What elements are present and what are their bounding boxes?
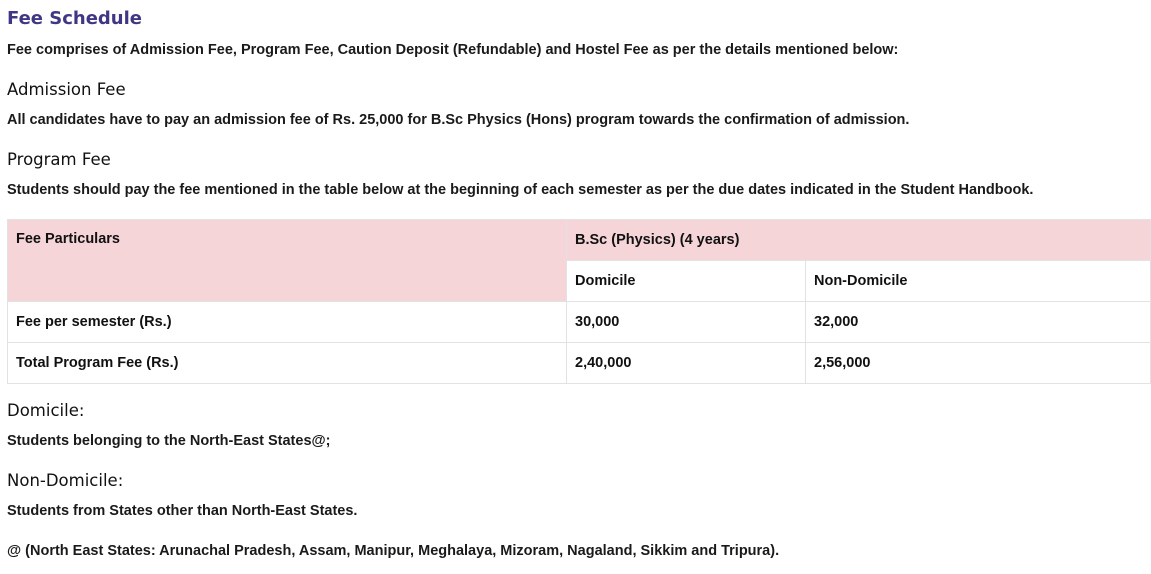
header-program: B.Sc (Physics) (4 years) xyxy=(567,220,1151,261)
table-row xyxy=(8,343,1151,384)
header-non-domicile: Non-Domicile xyxy=(806,261,1151,302)
fee-table xyxy=(7,219,1151,384)
non-domicile-value: 2,56,000 xyxy=(806,343,1151,384)
program-text: Students should pay the fee mentioned in the table below at the beginning of each semester as per the due dates indicated in the Student Handbook. xyxy=(7,182,1034,198)
page-title: Fee Schedule xyxy=(7,8,142,29)
domicile-heading: Domicile: xyxy=(7,401,85,420)
admission-heading: Admission Fee xyxy=(7,80,126,99)
domicile-value: 2,40,000 xyxy=(567,343,806,384)
domicile-value: 30,000 xyxy=(567,302,806,343)
row-label: Total Program Fee (Rs.) xyxy=(8,343,567,384)
admission-text: All candidates have to pay an admission fee of Rs. 25,000 for B.Sc Physics (Hons) program towards the confirmation of admission. xyxy=(7,112,910,128)
non-domicile-value: 32,000 xyxy=(806,302,1151,343)
program-heading: Program Fee xyxy=(7,150,111,169)
non-domicile-text: Students from States other than North-East States. xyxy=(7,503,358,519)
footnote: @ (North East States: Arunachal Pradesh, Assam, Manipur, Meghalaya, Mizoram, Nagaland, Sikkim and Tripura). xyxy=(7,543,780,559)
table-row xyxy=(8,302,1151,343)
header-domicile: Domicile xyxy=(567,261,806,302)
row-label: Fee per semester (Rs.) xyxy=(8,302,567,343)
domicile-text: Students belonging to the North-East States@; xyxy=(7,433,331,449)
header-fee-particulars: Fee Particulars xyxy=(8,220,567,302)
intro-text: Fee comprises of Admission Fee, Program Fee, Caution Deposit (Refundable) and Hostel Fee as per the details mentioned below: xyxy=(7,42,899,58)
non-domicile-heading: Non-Domicile: xyxy=(7,471,124,490)
